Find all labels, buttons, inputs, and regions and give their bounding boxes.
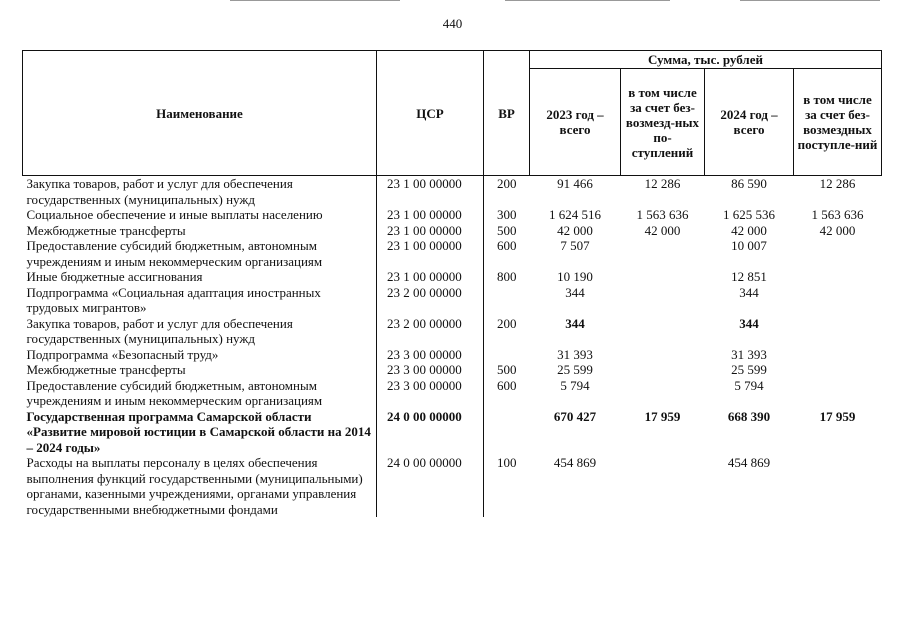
row-2024-free	[794, 238, 882, 269]
table-row	[23, 285, 882, 316]
row-2023-total: 454 869	[553, 455, 597, 470]
table-row	[23, 347, 882, 363]
table-row	[23, 378, 882, 409]
row-name: Расходы на выплаты персоналу в целях обеспечения выполнения функций государственными (муниципальными) органами, казенными учреждениями, органами управления государственными внебюджетными фондами	[26, 455, 363, 517]
table-row	[23, 269, 882, 285]
row-2024-free: 12 286	[819, 176, 856, 191]
header-csr: ЦСР	[377, 51, 484, 176]
row-name: Межбюджетные трансферты	[26, 362, 186, 377]
row-2024-free	[794, 269, 882, 285]
row-name: Социальное обеспечение и иные выплаты населению	[26, 207, 323, 222]
row-2023-free: 42 000	[644, 222, 681, 238]
row-2024-free	[794, 378, 882, 409]
table-row	[23, 455, 882, 517]
row-vr: 200	[484, 176, 530, 208]
row-2023-total: 25 599	[557, 362, 593, 377]
row-vr: 100	[484, 455, 530, 517]
row-2023-total: 1 624 516	[549, 207, 601, 222]
row-2023-free: 17 959	[644, 408, 681, 424]
row-csr: 24 0 00 00000	[377, 455, 484, 517]
row-2023-total: 42 000	[557, 222, 593, 238]
row-csr: 23 1 00 00000	[377, 238, 484, 269]
budget-table	[22, 50, 882, 517]
row-csr: 23 3 00 00000	[377, 347, 484, 363]
row-vr: 600	[484, 238, 530, 269]
row-name: Подпрограмма «Социальная адаптация иностранных трудовых мигрантов»	[26, 284, 321, 315]
row-2023-free	[621, 455, 705, 517]
top-rule-right	[740, 0, 880, 1]
row-2023-free	[621, 285, 705, 316]
row-csr: 23 3 00 00000	[377, 362, 484, 378]
row-2024-total: 42 000	[731, 222, 767, 238]
row-name: Иные бюджетные ассигнования	[26, 269, 203, 284]
row-vr: 600	[484, 378, 530, 409]
row-2023-total: 344	[565, 315, 585, 331]
table-row	[23, 207, 882, 223]
row-vr: 200	[484, 316, 530, 347]
row-2024-total: 31 393	[731, 346, 767, 362]
row-vr: 800	[484, 269, 530, 285]
table-body	[23, 176, 882, 518]
row-2024-total: 454 869	[727, 455, 771, 470]
row-2023-free	[621, 238, 705, 269]
row-vr	[484, 409, 530, 456]
row-2024-free	[794, 455, 882, 517]
row-2023-free: 12 286	[644, 176, 681, 191]
row-2024-free: 1 563 636	[811, 207, 864, 222]
row-2023-total: 670 427	[553, 408, 597, 424]
row-2024-free	[794, 362, 882, 378]
row-2023-free	[621, 269, 705, 285]
row-vr: 500	[484, 223, 530, 239]
row-name: Предоставление субсидий бюджетным, автономным учреждениям и иным некоммерческим организациям	[26, 238, 323, 269]
row-2023-free	[621, 362, 705, 378]
header-2024-total: 2024 год – всего	[705, 69, 794, 176]
row-2023-free	[621, 347, 705, 363]
header-2023-total: 2023 год – всего	[530, 69, 621, 176]
row-vr	[484, 347, 530, 363]
row-csr: 23 1 00 00000	[377, 269, 484, 285]
row-name: Межбюджетные трансферты	[26, 222, 186, 238]
row-name: Государственная программа Самарской области «Развитие мировой юстиции в Самарской области на 2014 – 2024 годы»	[26, 408, 371, 455]
row-2023-total: 344	[565, 284, 585, 300]
table-row	[23, 238, 882, 269]
row-2023-free	[621, 316, 705, 347]
row-2024-total: 12 851	[731, 269, 767, 284]
row-2023-total: 5 794	[560, 377, 590, 393]
header-vr: ВР	[484, 51, 530, 176]
row-2023-total: 7 507	[560, 238, 590, 253]
row-name: Закупка товаров, работ и услуг для обеспечения государственных (муниципальных) нужд	[26, 315, 293, 346]
row-2024-total: 5 794	[734, 377, 764, 393]
row-csr: 23 3 00 00000	[377, 378, 484, 409]
table-row	[23, 316, 882, 347]
row-2024-total: 10 007	[731, 238, 767, 253]
row-2023-total: 31 393	[557, 346, 593, 362]
row-csr: 23 2 00 00000	[377, 285, 484, 316]
row-2024-total: 25 599	[731, 362, 767, 377]
row-csr: 24 0 00 00000	[377, 409, 484, 456]
row-name: Подпрограмма «Безопасный труд»	[26, 346, 219, 362]
row-csr: 23 1 00 00000	[377, 207, 484, 223]
row-csr: 23 1 00 00000	[377, 223, 484, 239]
row-vr	[484, 285, 530, 316]
table-row	[23, 223, 882, 239]
row-2023-total: 91 466	[557, 176, 593, 191]
header-sum-group: Сумма, тыс. рублей	[530, 51, 882, 69]
row-csr: 23 1 00 00000	[377, 176, 484, 208]
row-name: Предоставление субсидий бюджетным, автономным учреждениям и иным некоммерческим организациям	[26, 377, 323, 408]
table-row	[23, 362, 882, 378]
header-name: Наименование	[23, 51, 377, 176]
header-2024-free: в том числе за счет без-возмездных поступле-ний	[794, 69, 882, 176]
row-2024-free	[794, 347, 882, 363]
row-name: Закупка товаров, работ и услуг для обеспечения государственных (муниципальных) нужд	[26, 176, 293, 207]
row-vr: 500	[484, 362, 530, 378]
row-2024-total: 344	[739, 315, 759, 331]
row-2024-free: 17 959	[819, 408, 856, 424]
row-csr: 23 2 00 00000	[377, 316, 484, 347]
row-2023-total: 10 190	[557, 269, 593, 284]
table-row	[23, 409, 882, 456]
row-2024-total: 86 590	[731, 176, 767, 191]
row-2024-free	[794, 285, 882, 316]
row-2023-free	[621, 378, 705, 409]
row-2023-free: 1 563 636	[636, 207, 689, 222]
page-number: 440	[442, 16, 463, 31]
row-vr: 300	[484, 207, 530, 223]
row-2024-free	[794, 316, 882, 347]
top-rule-left	[230, 0, 400, 1]
row-2024-total: 668 390	[727, 408, 771, 424]
header-2023-free: в том числе за счет без-возмезд-ных по-ступлений	[621, 69, 705, 176]
top-rule-mid	[505, 0, 670, 1]
row-2024-total: 1 625 536	[723, 207, 775, 222]
table-row	[23, 176, 882, 208]
row-2024-free: 42 000	[819, 222, 856, 238]
table-header	[23, 51, 882, 176]
row-2024-total: 344	[739, 284, 759, 300]
